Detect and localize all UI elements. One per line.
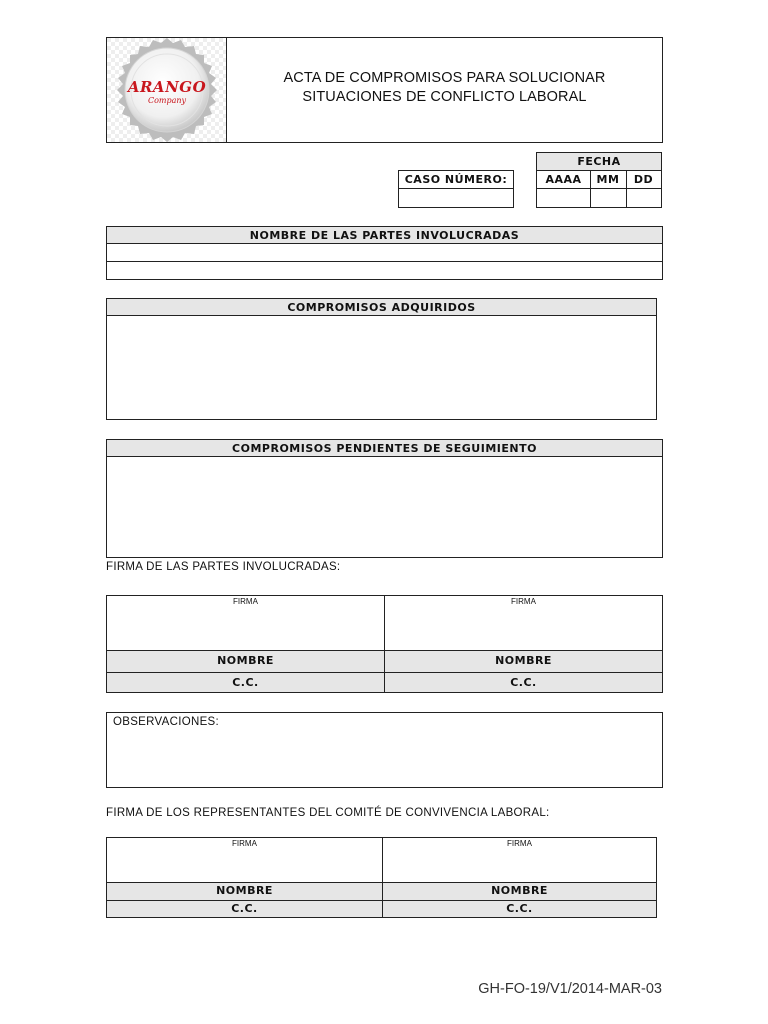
case-number-box (398, 170, 514, 208)
pending-section (106, 439, 663, 558)
document-title (227, 69, 662, 107)
month-input[interactable] (590, 189, 626, 207)
observations-section[interactable] (106, 712, 663, 788)
parties-section (106, 226, 663, 280)
date-label: FECHA (537, 153, 661, 171)
case-number-label: CASO NÚMERO: (399, 171, 513, 189)
document-header (106, 37, 663, 143)
party-signatures-caption: FIRMA DE LAS PARTES INVOLUCRADAS: (106, 561, 341, 573)
month-label: MM (596, 173, 620, 186)
date-box (536, 152, 662, 208)
committee-id-label-2: C.C. (506, 902, 533, 915)
party-id-label-2: C.C. (510, 676, 537, 689)
case-number-input[interactable] (399, 189, 513, 207)
party-row-2[interactable] (107, 262, 662, 279)
title-line-1: ACTA DE COMPROMISOS PARA SOLUCIONAR (283, 70, 606, 86)
committee-signatures-caption: FIRMA DE LOS REPRESENTANTES DEL COMITÉ DE CONVIVENCIA LABORAL: (106, 807, 550, 819)
pending-header: COMPROMISOS PENDIENTES DE SEGUIMIENTO (107, 440, 662, 457)
committee-signatures-table (106, 837, 657, 918)
party-signatures-table (106, 595, 663, 693)
logo-brand-text: ARANGO (127, 78, 207, 96)
parties-header: NOMBRE DE LAS PARTES INVOLUCRADAS (107, 227, 662, 244)
party-signature-field-1[interactable] (107, 608, 384, 650)
logo-sub-text: Company (147, 96, 187, 105)
party-id-label-1: C.C. (232, 676, 259, 689)
party-name-label-1: NOMBRE (217, 654, 274, 667)
company-logo (107, 38, 227, 142)
commitments-header: COMPROMISOS ADQUIRIDOS (107, 299, 656, 316)
document-code: GH-FO-19/V1/2014-MAR-03 (478, 981, 662, 997)
committee-signature-field-2[interactable] (383, 850, 656, 882)
commitments-text-area[interactable] (107, 316, 656, 419)
year-label: AAAA (545, 173, 582, 186)
day-label: DD (633, 173, 654, 186)
party-sign-label-1: FIRMA (233, 597, 258, 606)
observations-label: OBSERVACIONES: (113, 716, 220, 728)
party-signature-field-2[interactable] (385, 608, 662, 650)
title-line-2: SITUACIONES DE CONFLICTO LABORAL (302, 89, 587, 105)
committee-sign-label-1: FIRMA (232, 839, 257, 848)
party-name-label-2: NOMBRE (495, 654, 552, 667)
committee-name-label-1: NOMBRE (216, 884, 273, 897)
party-sign-label-2: FIRMA (511, 597, 536, 606)
day-input[interactable] (626, 189, 661, 207)
committee-signature-field-1[interactable] (107, 850, 382, 882)
party-row-1[interactable] (107, 244, 662, 262)
committee-name-label-2: NOMBRE (491, 884, 548, 897)
committee-id-label-1: C.C. (231, 902, 258, 915)
date-fields (537, 171, 661, 207)
committee-sign-label-2: FIRMA (507, 839, 532, 848)
year-input[interactable] (537, 189, 590, 207)
commitments-section (106, 298, 657, 420)
pending-text-area[interactable] (107, 457, 662, 557)
